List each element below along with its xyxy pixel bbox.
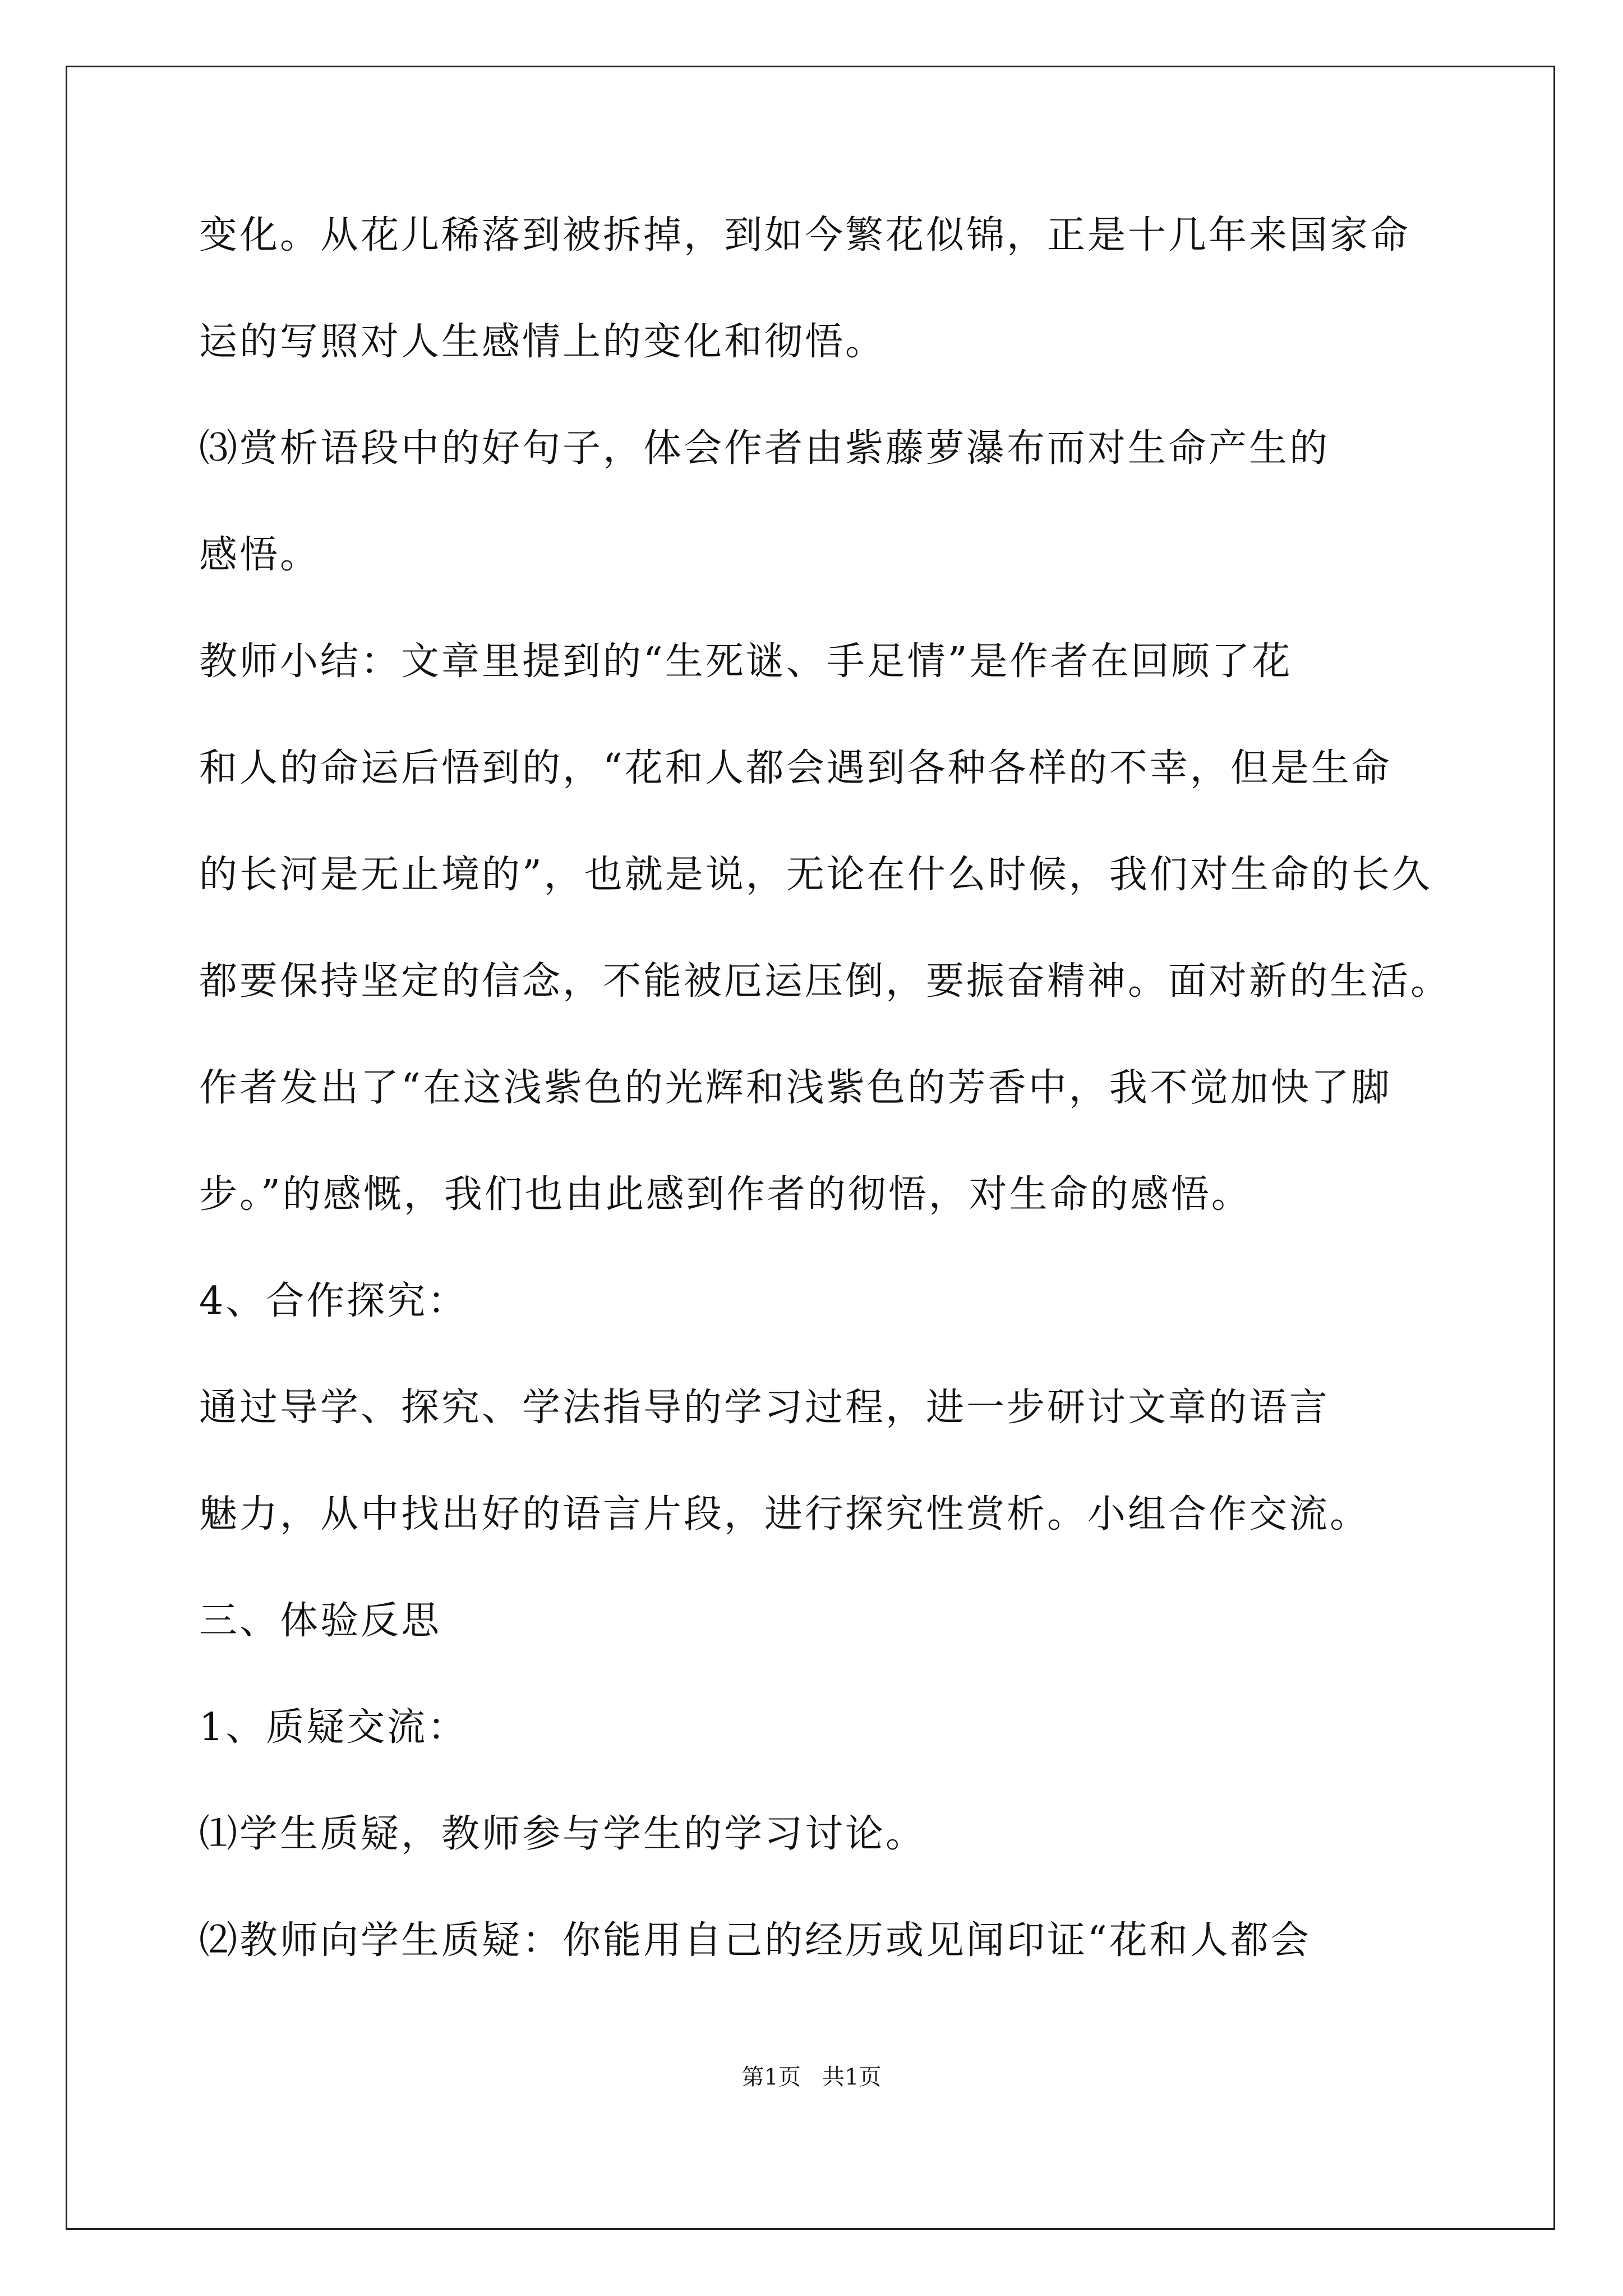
text-line: 都要保持坚定的信念，不能被厄运压倒，要振奋精神。面对新的生活。	[199, 959, 1451, 1004]
text-line: 感悟。	[199, 533, 321, 577]
text-line: 步。”的感慨，我们也由此感到作者的彻悟，对生命的感悟。	[199, 1172, 1252, 1217]
text-line: 变化。从花儿稀落到被拆掉，到如今繁花似锦，正是十几年来国家命	[199, 213, 1411, 257]
text-line: 教师小结：文章里提到的“生死谜、手足情”是作者在回顾了花	[199, 639, 1293, 684]
text-line: 的长河是无止境的”，也就是说，无论在什么时候，我们对生命的长久	[199, 853, 1432, 897]
page-border	[66, 66, 1555, 2230]
text-line: 魅力，从中找出好的语言片段，进行探究性赏析。小组合作交流。	[199, 1492, 1371, 1536]
text-line: 三、体验反思	[199, 1599, 442, 1643]
page-footer: 第1页 共1页	[741, 2064, 882, 2090]
text-line: ⑴学生质疑，教师参与学生的学习讨论。	[199, 1812, 926, 1856]
text-line: 和人的命运后悟到的，“花和人都会遇到各种各样的不幸，但是生命	[199, 746, 1392, 790]
text-line: ⑵教师向学生质疑：你能用自己的经历或见闻印证“花和人都会	[199, 1918, 1311, 1963]
text-line: 作者发出了“在这浅紫色的光辉和浅紫色的芳香中，我不觉加快了脚	[199, 1066, 1392, 1110]
text-line: 1、质疑交流：	[199, 1705, 468, 1750]
text-line: 4、合作探究：	[199, 1279, 468, 1323]
text-line: 运的写照对人生感情上的变化和彻悟。	[199, 320, 886, 364]
text-line: ⑶赏析语段中的好句子，体会作者由紫藤萝瀑布而对生命产生的	[199, 426, 1330, 471]
text-line: 通过导学、探究、学法指导的学习过程，进一步研讨文章的语言	[199, 1386, 1330, 1430]
